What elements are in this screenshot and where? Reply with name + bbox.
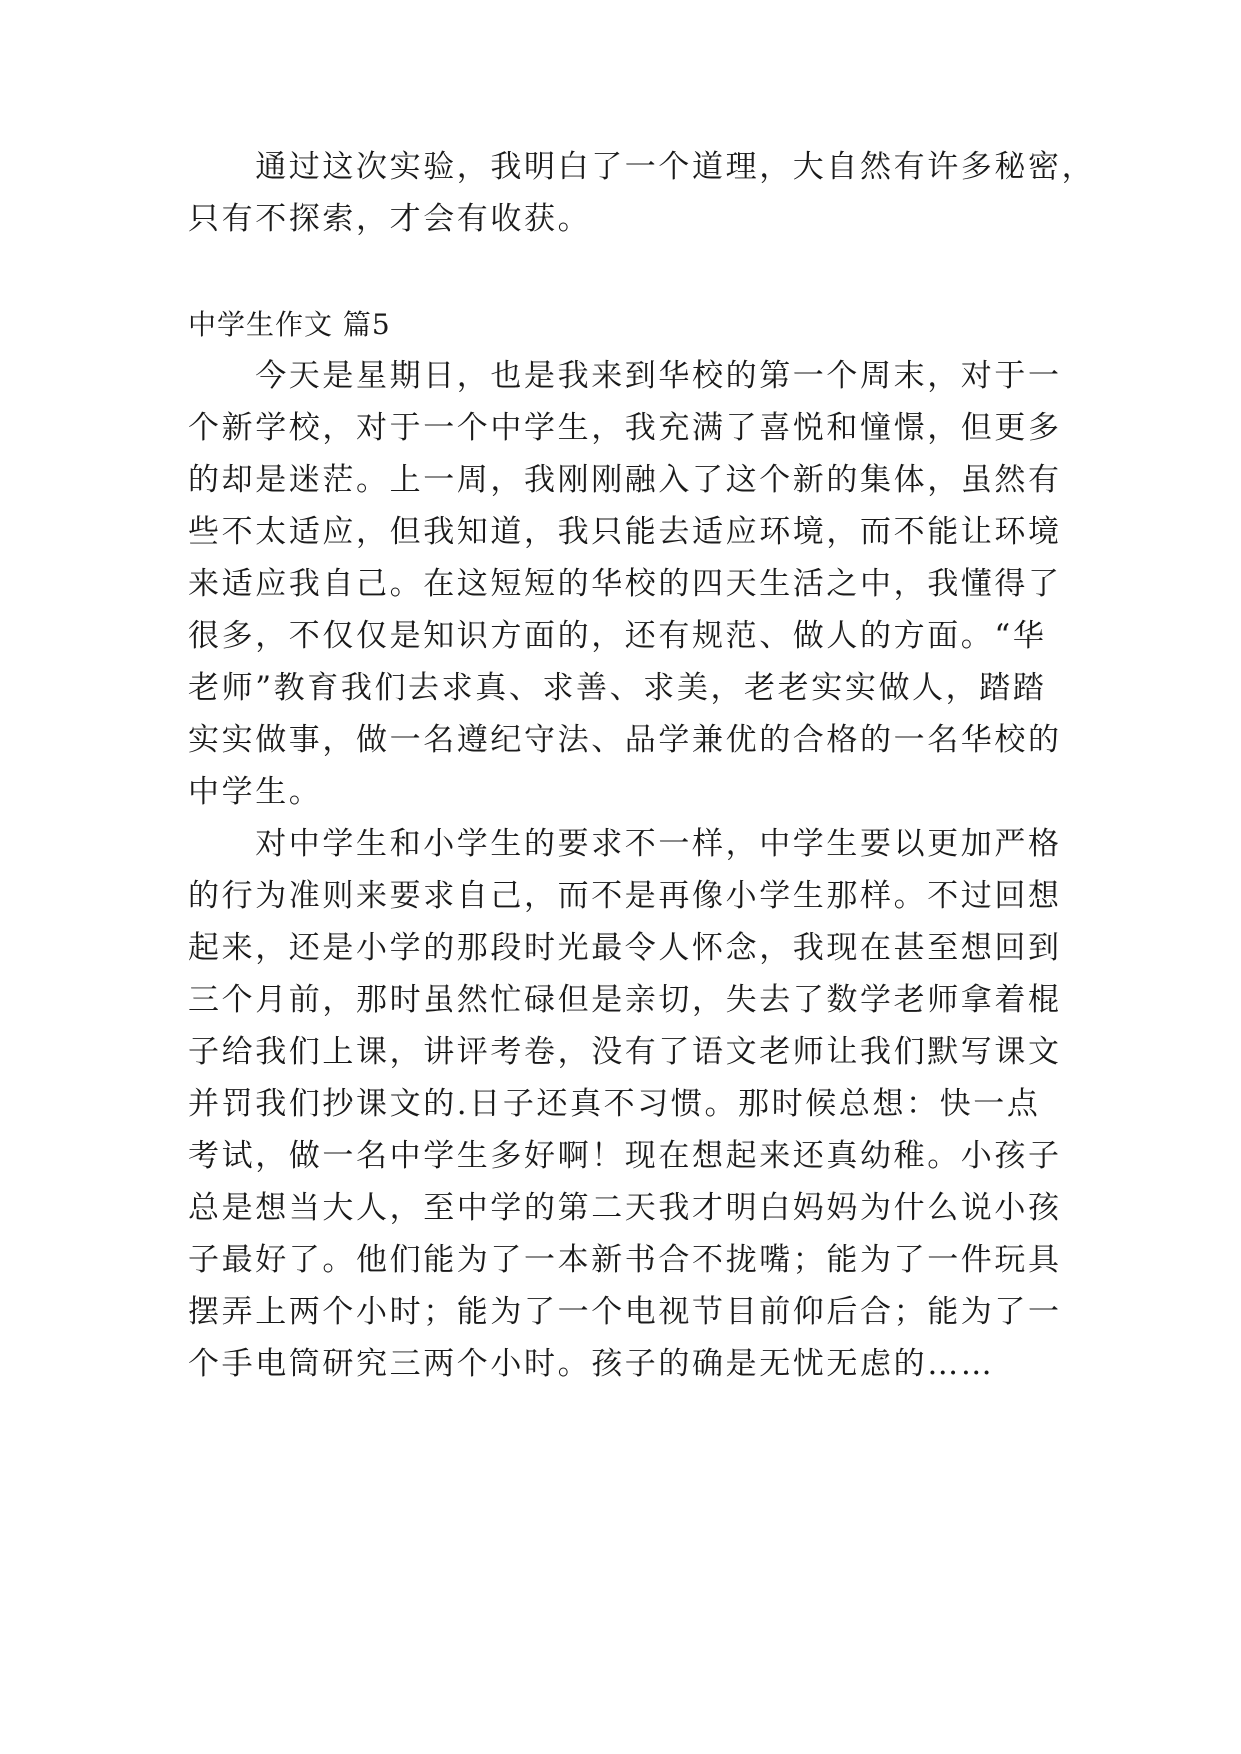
paragraph-1-line-8: 实实做事，做一名遵纪守法、品学兼优的合格的一名华校的	[188, 722, 1062, 758]
paragraph-2-line-6: 并罚我们抄课文的.日子还真不习惯。那时候总想：快一点	[188, 1086, 1041, 1122]
paragraph-2-line-7: 考试，做一名中学生多好啊！现在想起来还真幼稚。小孩子	[188, 1138, 1062, 1174]
paragraph-2-line-4: 三个月前，那时虽然忙碌但是亲切，失去了数学老师拿着棍	[188, 982, 1062, 1018]
paragraph-1-line-4: 些不太适应，但我知道，我只能去适应环境，而不能让环境	[188, 514, 1062, 550]
paragraph-1-line-3: 的却是迷茫。上一周，我刚刚融入了这个新的集体，虽然有	[188, 462, 1062, 498]
section-heading: 中学生作文 篇5	[188, 308, 391, 341]
paragraph-2-line-8: 总是想当大人，至中学的第二天我才明白妈妈为什么说小孩	[188, 1190, 1062, 1226]
paragraph-1-line-7: 老师”教育我们去求真、求善、求美，老老实实做人，踏踏	[188, 670, 1047, 706]
paragraph-1-line-2: 个新学校，对于一个中学生，我充满了喜悦和憧憬，但更多	[188, 410, 1062, 446]
paragraph-2-line-10: 摆弄上两个小时；能为了一个电视节目前仰后合；能为了一	[188, 1294, 1062, 1330]
paragraph-2-line-2: 的行为准则来要求自己，而不是再像小学生那样。不过回想	[188, 878, 1062, 914]
paragraph-2-line-9: 子最好了。他们能为了一本新书合不拢嘴；能为了一件玩具	[188, 1242, 1062, 1278]
paragraph-1-line-9: 中学生。	[188, 774, 323, 810]
paragraph-2-line-1: 对中学生和小学生的要求不一样，中学生要以更加严格	[188, 826, 1062, 862]
paragraph-1-line-1: 今天是星期日，也是我来到华校的第一个周末，对于一	[188, 358, 1062, 394]
paragraph-1-line-6: 很多，不仅仅是知识方面的，还有规范、做人的方面。“华	[188, 618, 1047, 654]
paragraph-1-line-5: 来适应我自己。在这短短的华校的四天生活之中，我懂得了	[188, 566, 1062, 602]
paragraph-2-line-3: 起来，还是小学的那段时光最令人怀念，我现在甚至想回到	[188, 930, 1062, 966]
intro-line-1: 通过这次实验，我明白了一个道理，大自然有许多秘密，	[188, 149, 1096, 185]
paragraph-2-line-11: 个手电筒研究三两个小时。孩子的确是无忧无虑的……	[188, 1346, 995, 1382]
paragraph-2-line-5: 子给我们上课，讲评考卷，没有了语文老师让我们默写课文	[188, 1034, 1062, 1070]
intro-line-2: 只有不探索，才会有收获。	[188, 201, 592, 237]
